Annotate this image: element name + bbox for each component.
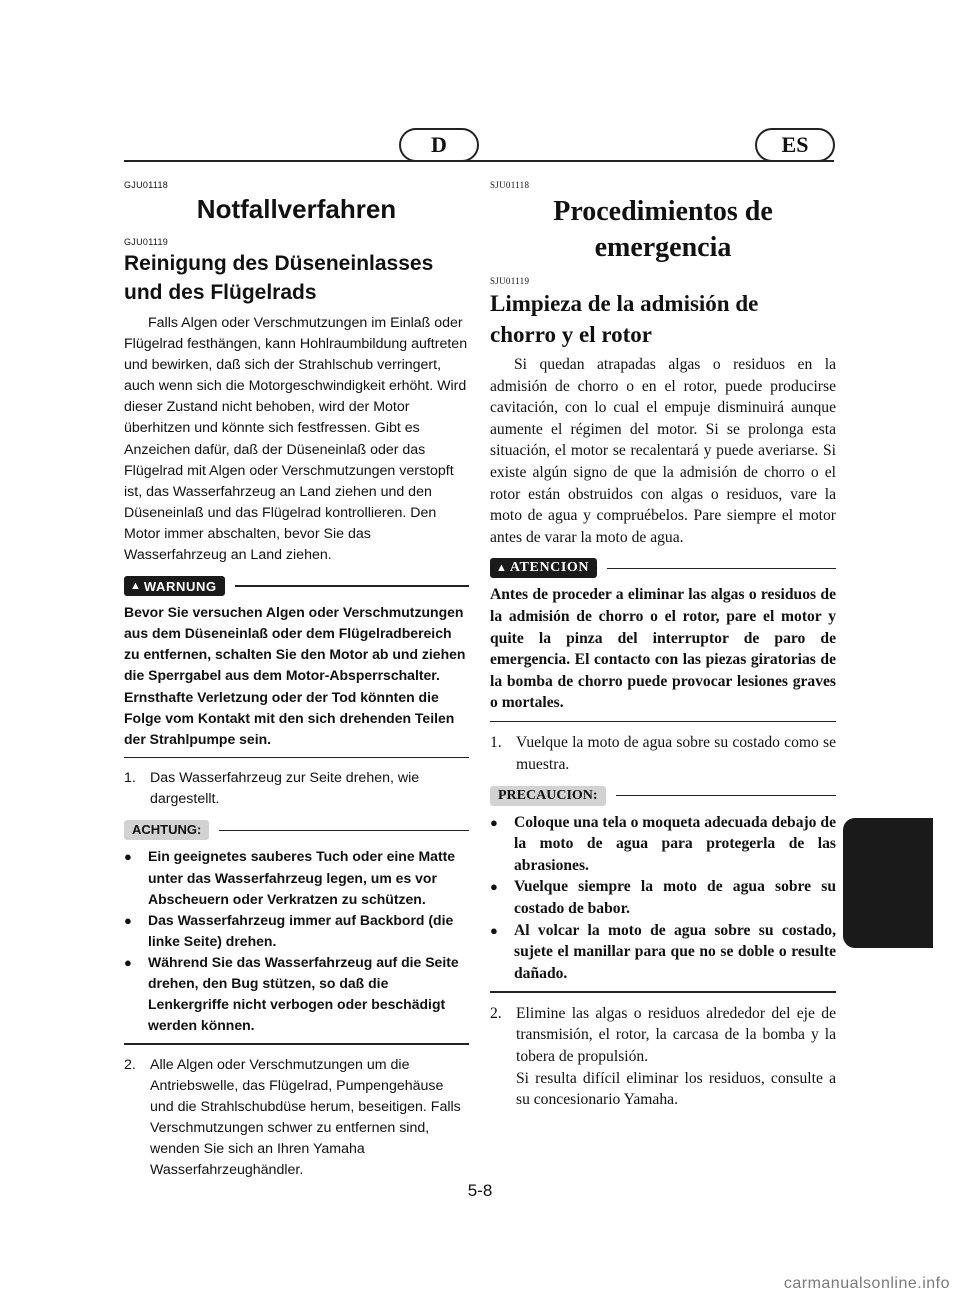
list-item-text: Coloque una tela o moqueta adecuada debajo de la moto de agua para protegerla de las abrasiones. (514, 813, 836, 874)
subsection-title-line2: chorro y el rotor (490, 322, 653, 347)
list-item-text: Al volcar la moto de agua sobre su costado, sujete el manillar para que no se doble o resulte dañado. (514, 921, 836, 982)
step-text: Alle Algen oder Verschmutzungen um die Antriebswelle, das Flügelrad, Pumpengehäuse und die Strahlschubdüse herum, beseitigen. Falls Verschmutzungen schwer zu entfernen sind, wenden Sie sich an Ihren Yamaha Wasserfahrzeughändler. (150, 1056, 461, 1179)
caution-badge: PRECAUCION: (490, 786, 606, 806)
list-item-text: Das Wasserfahrzeug immer auf Backbord (die linke Seite) drehen. (148, 911, 454, 949)
warning-end-rule (124, 757, 469, 759)
warning-triangle-icon: ▲ (496, 562, 507, 575)
caution-end-rule (124, 1043, 469, 1045)
caution-header (490, 786, 836, 806)
step-1 (124, 768, 469, 810)
list-item (124, 910, 469, 952)
bullet-icon: ● (124, 954, 132, 970)
section-title (490, 194, 836, 266)
list-item (490, 920, 836, 985)
warning-text: Antes de proceder a eliminar las algas o residuos de la admisión de chorro o el rotor, pare el motor y quite la pinza del interruptor de paro de emergencia. El contacto con las piezas giratorias de la bomba de chorro puede provocar lesiones graves o mortales. (490, 586, 836, 712)
subsection-title (490, 288, 836, 350)
bullet-icon: ● (124, 849, 132, 865)
section-title-line2: emergencia (594, 232, 732, 263)
bullet-icon: ● (490, 922, 498, 938)
subsection-title-line2: und des Flügelrads (124, 281, 317, 304)
step-text: Das Wasserfahrzeug zur Seite drehen, wie dargestellt. (150, 770, 420, 808)
subsection-code: GJU01119 (124, 237, 169, 247)
section-title-line1: Procedimientos de (553, 196, 773, 227)
warning-label: WARNUNG (143, 578, 217, 594)
warning-triangle-icon: ▲ (130, 580, 141, 593)
warning-header (490, 558, 836, 578)
warning-rule (607, 568, 836, 570)
warning-header (124, 576, 469, 596)
language-badge-german: D (399, 128, 479, 162)
warning-badge (490, 558, 597, 578)
list-item (490, 876, 836, 919)
step-text-extra: Si resulta difícil eliminar los residuos, consulte a su concesionario Yamaha. (516, 1069, 836, 1109)
warning-text: Bevor Sie versuchen Algen oder Verschmutzungen aus dem Düseneinlaß oder dem Flügelradbereich zu entfernen, schalten Sie den Motor ab und ziehen die Sperrgabel aus dem Motor-Absperrschalter. Ernsthafte Verletzung oder der Tod könnten die Folge vom Kontakt mit den sich drehenden Teilen der Strahlpumpe sein. (124, 604, 466, 747)
chapter-side-tab (843, 818, 933, 948)
caution-header (124, 820, 469, 840)
list-item-text: Während Sie das Wasserfahrzeug auf die Seite drehen, den Bug stützen, so daß die Lenkergriffe nicht verbogen oder beschädigt werden können. (148, 953, 459, 1034)
list-item-text: Vuelque siempre la moto de agua sobre su costado de babor. (514, 878, 836, 917)
warning-badge (124, 576, 225, 596)
bullet-icon: ● (124, 912, 132, 928)
step-1 (490, 732, 836, 775)
step-text (516, 1003, 836, 1111)
list-item (124, 846, 469, 909)
subsection-code: SJU01119 (490, 276, 530, 286)
intro-paragraph: Falls Algen oder Verschmutzungen im Einlaß oder Flügelrad festhängen, kann Hohlraumbildung auftreten und bewirken, daß sich der Strahlschub verringert, auch wenn sich die Motorgeschwindigkeit erhöht. Wird dieser Zustand nicht behoben, wird der Motor überhitzen und könnte sich festfressen. Gibt es Anzeichen dafür, daß der Düseneinlaß oder das Flügelrad mit Algen oder Verschmutzungen verstopft ist, das Wasserfahrzeug an Land ziehen und den Düseneinlaß und das Flügelrad kontrollieren. Den Motor immer abschalten, bevor Sie das Wasserfahrzeug an Land ziehen. (124, 315, 468, 564)
section-title: Notfallverfahren (196, 194, 397, 224)
step-number: 1. (490, 734, 502, 752)
subsection-title (124, 249, 469, 307)
subsection-title-line1: Reinigung des Düseneinlasses (124, 252, 434, 275)
watermark: carmanualsonline.info (783, 1275, 950, 1292)
caution-rule (219, 830, 469, 832)
step-number: 2. (124, 1056, 136, 1073)
caution-list (490, 812, 836, 985)
subsection-title-line1: Limpieza de la admisión de (490, 291, 759, 316)
list-item-text: Ein geeignetes sauberes Tuch oder eine Matte unter das Wasserfahrzeug legen, um es vor Abscheuern oder Verkratzen zu schützen. (148, 848, 456, 907)
list-item (490, 812, 836, 877)
step-2 (490, 1003, 836, 1111)
page-number: 5-8 (467, 1181, 493, 1200)
caution-badge: ACHTUNG: (124, 820, 209, 840)
step-text-main: Elimine las algas o residuos alrededor del eje de transmisión, el rotor, la carcasa de la bomba y la tobera de propulsión. (516, 1004, 836, 1066)
spanish-column (490, 180, 836, 1111)
list-item (124, 952, 469, 1036)
caution-end-rule (490, 991, 836, 993)
header-rule (124, 160, 834, 162)
step-number: 2. (490, 1004, 502, 1022)
warning-label: ATENCION (509, 560, 590, 576)
caution-rule (616, 795, 836, 797)
warning-rule (235, 585, 469, 587)
bullet-icon: ● (490, 879, 498, 895)
bullet-icon: ● (490, 814, 498, 830)
section-code: SJU01118 (490, 180, 530, 190)
caution-list (124, 846, 469, 1036)
intro-paragraph: Si quedan atrapadas algas o residuos en la admisión de chorro o en el rotor, puede producirse cavitación, con lo cual el empuje disminuirá aunque aumente el régimen del motor. Si se prolonga esta situación, el motor se recalentará y puede averiarse. Si existe algún signo de que la admisión de chorro o el rotor están obstruidos con algas o residuos, vare la moto de agua y compruébelos. Pare siempre el motor antes de varar la moto de agua. (490, 356, 836, 546)
step-2 (124, 1055, 469, 1182)
step-number: 1. (124, 770, 136, 787)
step-text: Vuelque la moto de agua sobre su costado como se muestra. (516, 734, 836, 773)
german-column (124, 180, 469, 1181)
section-code: GJU01118 (124, 180, 169, 190)
warning-end-rule (490, 721, 836, 723)
language-badge-spanish: ES (755, 128, 835, 162)
